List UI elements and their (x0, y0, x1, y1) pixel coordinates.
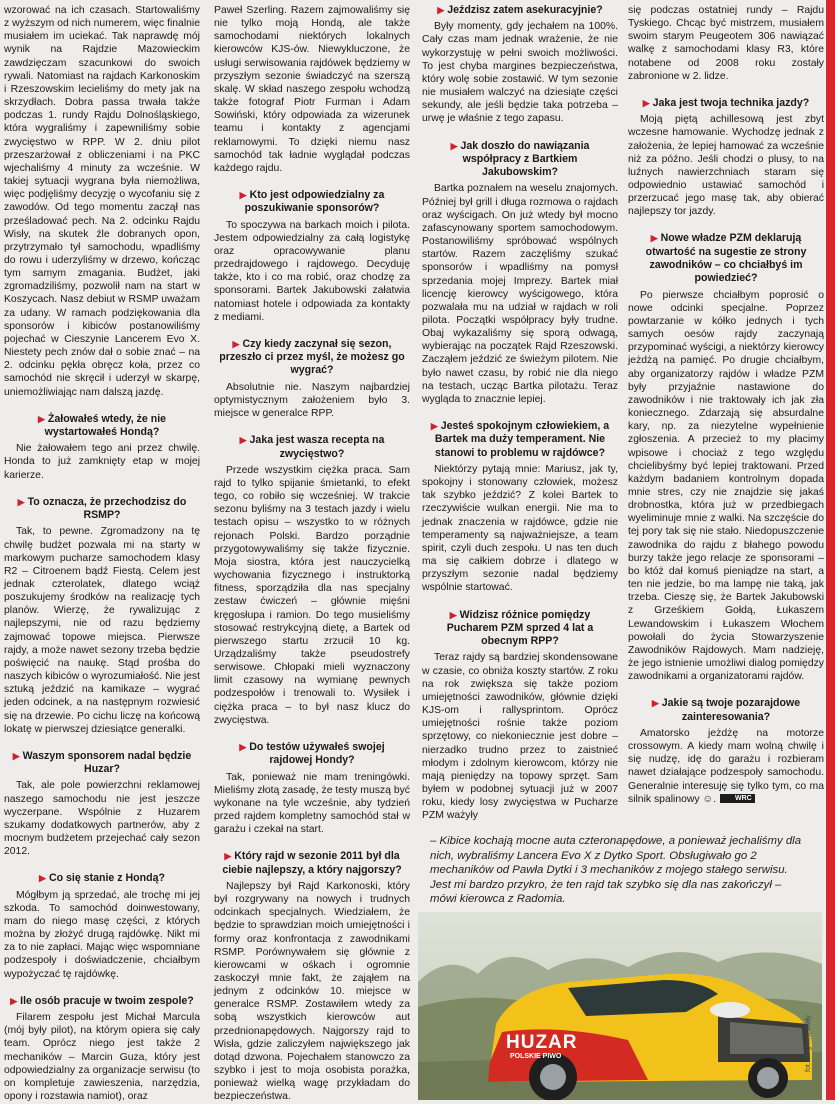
triangle-icon: ▶ (239, 435, 247, 446)
column-2 (214, 4, 410, 1104)
answer: Absolutnie nie. Naszym najbardziej optymistycznym założeniem było 3. miejsce w generalce RPP. (214, 381, 410, 420)
triangle-icon: ▶ (12, 750, 20, 761)
column-1 (4, 4, 200, 1103)
triangle-icon: ▶ (239, 190, 247, 201)
triangle-icon: ▶ (437, 5, 445, 15)
answer: To spoczywa na barkach moich i pilota. Jestem odpowiedzialny za całą logistykę oraz opracowywanie planu przedrajdowego i rajdowego. Decyduję także, kto i co ma robić, oraz chodzę za sponsorami. Bartek Jakubowski załatwia natomiast hotele i odpowiada za kontakty z mediami. (214, 219, 410, 323)
column-4 (628, 4, 824, 806)
triangle-icon: ▶ (651, 698, 659, 709)
question-text: Jaka jest twoja technika jazdy? (652, 96, 810, 109)
triangle-icon: ▶ (39, 873, 46, 884)
question-text: Który rajd w sezonie 2011 był dla ciebie najlepszy, a który najgorszy? (222, 850, 402, 876)
question (214, 741, 410, 768)
answer: Teraz rajdy są bardziej skondensowane w czasie, co obniża koszty startów. Z roku na rok zwiększa się także poziom umiejętności zawodników, głównie dzięki KJS-om i rallysprintom. Oprócz umiejętności rośnie także poziom sprzętowy, co niekoniecznie jest dobre – nierzadko trudno przez to zaistnieć młodym i zdolnym kierowcom, którzy nie mają pieniędzy na topowy sprzęt. Sam byłem w podobnej sytuacji już w 2007 roku, kiedy losy zwycięstwa w Pucharze PZM ważyły (422, 652, 618, 822)
question (422, 609, 618, 649)
triangle-icon: ▶ (37, 413, 45, 424)
answer: Były momenty, gdy jechałem na 100%. Cały czas mam jednak wrażenie, że nie wykorzystuję w pełni swoich możliwości. To jest chyba margines bezpieczeństwa, który wolę sobie zostawić. W tym sezonie nie musiałem walczyć na dziesiąte części sekundy, ale jeśli będzie taka potrzeba – urwę je właśnie z tego zapasu. (422, 21, 618, 125)
question (214, 338, 410, 378)
answer: Moją piętą achillesową jest zbyt wczesne hamowanie. Wychodzę jednak z założenia, że lepiej hamować za wcześnie niż za późno. Jeśli chodzi o plusy, to na luźnych nawierzchniach staram się odpowiednio ustawiać samochód i przerzucać jego masę tak, aby obierać najlepszy tor jazdy. (628, 114, 824, 218)
question-text: Żałowałeś wtedy, że nie wystartowałeś Hondą? (44, 412, 167, 438)
answer (628, 727, 824, 806)
column-3 (422, 4, 618, 822)
question (4, 413, 200, 440)
question-text: Jakie są twoje pozarajdowe zainteresowania? (661, 697, 801, 723)
question (422, 420, 618, 460)
answer: Bartka poznałem na weselu znajomych. Później był grill i długa rozmowa o rajdach oraz wyścigach. On już wtedy był mocno zafascynowany sportem samochodowym. Postanowiliśmy spróbować wspólnych startów. Razem zaczęliśmy szukać sponsorów i wpadliśmy na pomysł sprzedania mojej Imprezy. Bartek miał licencję kierowcy wyścigowego, która pozwalała mu na udział w rajdach w roli pilota. Początki współpracy były trudne. Obaj wykazaliśmy się sporą odwagą, wybierając na początek Rajd Rzeszowski. Zacząłem jeździć ze świeżym pilotem. Nie było nawet czasu, by robić nie dla niego na testach, ucząc Bartka pilotażu. Teraz wygląda to znacznie lepiej. (422, 183, 618, 405)
huzar-subtext: POLSKIE PIWO (510, 1053, 562, 1060)
question (4, 750, 200, 777)
triangle-icon: ▶ (17, 496, 25, 507)
answer: Przede wszystkim ciężka praca. Sam rajd to tylko spijanie śmietanki, to efekt tego, co robiło się wcześniej. W trakcie sezonu byliśmy na 3 testach jazdy i wielu testach opisu – wszystko to w różnych rejonach Polski. Bardzo porządnie przygotowywaliśmy się także fizycznie. Moja siostra, która jest nauczycielką wychowania fizycznego i instruktorką fitness, sporządziła dla nas specjalny zestaw ćwiczeń – głównie mięśni kręgosłupa i ramion. Do tego musieliśmy stosować restrykcyjną dietę, a Bartek od pierwszego startu zrzucił 10 kg. Urządzaliśmy także pseudostrefy serwisowe. Chłopaki mieli wyznaczony limit czasowy na wymianę pewnych podzespołów i trenowali to. Wysiłek i ciężka praca – to był nasz klucz do zwycięstwa. (214, 464, 410, 726)
rally-car-photo (418, 912, 822, 1100)
page-edge-stripe (826, 0, 835, 1100)
question (422, 140, 618, 180)
answer-text: Amatorsko jeżdżę na motorze crossowym. A kiedy mam wolną chwilę i się nudzę, idę do garażu i rozbieram nawet działające podzespoły samochodu. Generalnie interesuję się tylko tym, co ma silnik spalinowy ☺. (628, 727, 824, 805)
triangle-icon: ▶ (450, 140, 458, 151)
question (4, 872, 200, 885)
question-text: Waszym sponsorem nadal będzie Huzar? (22, 749, 192, 776)
page-edge-line (824, 0, 826, 1100)
car-illustration (418, 912, 822, 1100)
triangle-icon: ▶ (10, 995, 18, 1006)
triangle-icon: ▶ (224, 851, 232, 862)
question-text: Co się stanie z Hondą? (48, 872, 165, 885)
answer: Niektórzy pytają mnie: Mariusz, jak ty, spokojny i stonowany człowiek, możesz tak szybko jeździć? Z kolei Bartek to rzeczywiście wulkan energii. Nie ma to jednak znaczenia w rajdówce, gdzie nie temperamenty są najważniejsze, a team spirit, czyli duch zespołu. U nas ten duch ma się całkiem dobrze i dlatego w przyszłym sezonie nadal będziemy wspólnie startować. (422, 463, 618, 594)
question (628, 97, 824, 110)
answer: Najlepszy był Rajd Karkonoski, który był rozgrywany na nowych i trudnych odcinkach specjalnych. Wiedziałem, że będzie to sprawdzian moich umiejętności i formy oraz konfrontacja z zawodnikami RSMP. Porównywałem się głównie z kierowcami w ośkach i ogromnie zaskoczył mnie fakt, że zająłem na jednym z odcinków 10. miejsce w generalce RSMP. Zostawiłem wtedy za sobą wszystkich kierowców aut przednionapędowych. Najgorszy rajd to Wisła, gdzie zaliczyłem największego jak dotąd dzwona. Pojechałem stanowczo za szybko i jest to moja osobista porażka, ponieważ wielką wagę przykładam do bezpieczeństwa. (214, 880, 410, 1103)
photo-caption: – Kibice kochają mocne auta czteronapędowe, a ponieważ jechaliśmy dla nich, wybraliśmy Lancera Evo X z Dytko Sport. Obsługiwało go 2 mechaników od Pawła Dytki i 3 mechaników z mojego stałego serwisu. Jest mi bardzo przykro, że ten rajd tak szybko się dla nas zakończył – mówi kierowca z Radomia. (430, 835, 802, 906)
question-text: Ile osób pracuje w twoim zespole? (20, 994, 194, 1007)
paragraph: wzorować na ich czasach. Startowaliśmy z wyższym od nich numerem, więc finalnie musiałem im uciekać. Tak naprawdę mój wynik na Rajdzie Mazowieckim zawdzięczam szacunkowi do swoich rywali. Natomiast na rajdach Karkonoskim i Rzeszowskim lecieliśmy do mety jak na skrzydłach. Dobra passa trwała także podczas 1. rundy Rajdu Dolnośląskiego, która wygraliśmy i zapewniliśmy sobie zwycięstwo w RPP. W 2. dniu pilot przeszarżował z obliczeniami i na PKC wjechaliśmy 4 minuty za wcześnie. W takiej sytuacji wygrana była niemożliwa, więc podjęliśmy decyzję o wycofaniu się z zawodów. Od tego momentu zaczął nas prześladować pech. Na 2. odcinku Rajdu Wisły, na skutek źle dobranych opon, przytrzymało tył samochodu, wpadliśmy do rowu i uderzyliśmy w drzewo, kończąc tym samym zmagania. Budżet, jaki zgromadziliśmy, pozwolił nam na start w Koszycach. Nasz debiut w RSMP uważam za udany. W ramach podziękowania dla sponsorów i kibiców postanowiliśmy pojechać w Cieszynie Lancerem Evo X. Niestety pech znów dał o sobie znać – na 2. odcinku pękła obręcz koła, przez co samochód nie skręcił i uderzył w skarpę, uniemożliwiając nam dalszą jazdę. (4, 5, 200, 398)
triangle-icon: ▶ (430, 421, 438, 432)
question-text: Jaka jest wasza recepta na zwycięstwo? (249, 434, 385, 460)
huzar-logo-text: HUZAR (506, 1032, 578, 1053)
question (4, 496, 200, 523)
question (628, 232, 824, 285)
question-text: Widzisz różnice pomiędzy Pucharem PZM sprzed 4 lat a obecnym RPP? (446, 608, 594, 648)
answer: Filarem zespołu jest Michał Marcula (mój były pilot), na którym opiera się cały team. Oprócz niego jest także 2 mechaników – Marcin Guza, który jest odpowiedzialny za organizacje serwisu (to on kompletuje zawieszenia, narzędzia, opony i rozstawia namiot), oraz (4, 1012, 200, 1102)
question-text: To oznacza, że przechodzisz do RSMP? (27, 495, 187, 522)
triangle-icon: ▶ (449, 609, 457, 620)
question (4, 995, 200, 1008)
signature-badge: WRC (720, 794, 755, 803)
question (628, 697, 824, 724)
question (214, 189, 410, 216)
photo-credit: fot. Zbigniew Biały (805, 1015, 812, 1072)
paragraph: Paweł Szerling. Razem zajmowaliśmy się nie tylko moją Hondą, ale także samochodami niektórych lokalnych kierowców KJS-ów. Niewykluczone, że usługi serwisowania rajdówek będziemy w przyszłym sezonie świadczyć na szerszą skalę. W skład naszego zespołu wchodzą także fotograf Piotr Furman i Adam Sowiński, który odpowiada za wizerunek teamu i kontakty z agencjami reklamowymi. To dzięki niemu nasz samochód tak ładnie wyglądał podczas każdego rajdu. (214, 5, 410, 174)
question (214, 850, 410, 877)
triangle-icon: ▶ (650, 233, 658, 244)
answer: Nie żałowałem tego ani przez chwilę. Honda to już zamknięty etap w mojej karierze. (4, 443, 200, 481)
answer: Tak, ponieważ nie mam treningówki. Mieliśmy złotą zasadę, że testy muszą być wykonane na tyle wcześnie, aby tydzień przed rajdem kompletny samochód stał w garażu i czekał na start. (214, 771, 410, 836)
paragraph: się podczas ostatniej rundy – Rajdu Tyskiego. Chcąc być mistrzem, musiałem swoim starym Peugeotem 306 nawiązać walkę z samochodami klasy R3, które notabene od 2008 roku zostały zabronione w 2. lidze. (628, 5, 824, 82)
question-text: Nowe władze PZM deklarują otwartość na sugestie ze strony zawodników – co chciałbyś im powiedzieć? (645, 232, 807, 285)
question-text: Do testów używałeś swojej rajdowej Hondy? (249, 740, 385, 767)
answer: Mógłbym ją sprzedać, ale trochę mi jej szkoda. To samochód doinwestowany, mam do niego masę części, z których można by złożyć drugą rajdówkę. Nikt mi za to nie zapłaci. Mając więc wspomniane podzespoły i doświadczenie, chciałbym wypożyczać tę rajdówkę. (4, 889, 200, 980)
question-text: Jesteś spokojnym człowiekiem, a Bartek ma duży temperament. Nie stanowi to problemu w rajdówce? (434, 420, 610, 459)
question-text: Jeździsz zatem asekuracyjnie? (447, 4, 603, 16)
answer: Tak, ale pole powierzchni reklamowej naszego samochodu nie jest jeszcze wyczerpane. Wspólnie z Huzarem szukamy dodatkowych partnerów, aby z mocnym budżetem przejechać cały sezon 2012. (4, 780, 200, 858)
triangle-icon: ▶ (239, 741, 247, 752)
triangle-icon: ▶ (642, 97, 650, 108)
question (422, 4, 618, 17)
answer: Tak, to pewne. Zgromadzony na tę chwilę budżet pozwala mi na starty w markowym pucharze samochodem klasy R2 – Citroenem bądź Fiestą. Celem jest jednak czterolatek, dlatego wciąż poszukujemy środków na realizację tych planów. Wierzę, że rywalizując z najlepszymi, nie od razu będziemy zajmować topowe miejsca. Pierwsze rajdy, a może nawet sezony trzeba będzie poświęcić na naukę. Stąd prośba do naszych kibiców o wyrozumiałość. Nie jest sztuką jeździć na kamikaze – wygrać jeden odcinek, a na następnym rozwiesić się na drzewie. Po cichu liczę na końcową lokatę w pierwszej dziesiątce generalki. (4, 526, 200, 735)
triangle-icon: ▶ (232, 338, 240, 349)
question (214, 434, 410, 461)
question-text: Kto jest odpowiedzialny za poszukiwanie sponsorów? (244, 189, 385, 215)
question-text: Jak doszło do nawiązania współpracy z Bartkiem Jakubowskim? (460, 139, 590, 179)
answer: Po pierwsze chciałbym poprosić o nowe odcinki specjalne. Poprzez powtarzanie w kółko jednych i tych samych oesów rajdy zaczynają przypominać wyścigi, a niektórzy kierowcy jeżdżą na pamięć. Po drugie chciałbym, aby organizatorzy rajdów i władze PZM były przyjaźnie nastawione do zawodników i nie traktowały ich jak zła koniecznego. Zdarzają się absurdalne kary, np. za niezytelne wypełnienie zgłoszenia. A przecież to my płacimy wpisowe i chociaż z tego względu chcielibyśmy być lepiej traktowani. Przed każdym badaniem kontrolnym dopada mnie stres, czy nie znajdzie się jakaś drobnostka, która już w przedbiegach wyeliminuje mnie z walki. Na szczęście do tej pory tak się nie stało. Niedopuszczenie zawodnika do rajdu z błahego powodu burzy także jego relacje ze sponsorami – bo któż dał komuś pieniądze na start, a ten nie jedzie, bo ma lampę nie taką, jak trzeba. Cieszę się, że Bartek Jakubowski z Grześkiem Gołdą, Łukaszem Lewandowskim i Łukaszem Włochem powołali do życia Stowarzyszenie Zawodników Rajdowych. Mam nadzieję, że jego istnienie umożliwi dialog pomiędzy zawodnikami a organizatorami rajdów. (628, 289, 824, 683)
question-text: Czy kiedy zaczynał się sezon, przeszło ci przez myśl, że możesz go wygrać? (219, 337, 405, 377)
